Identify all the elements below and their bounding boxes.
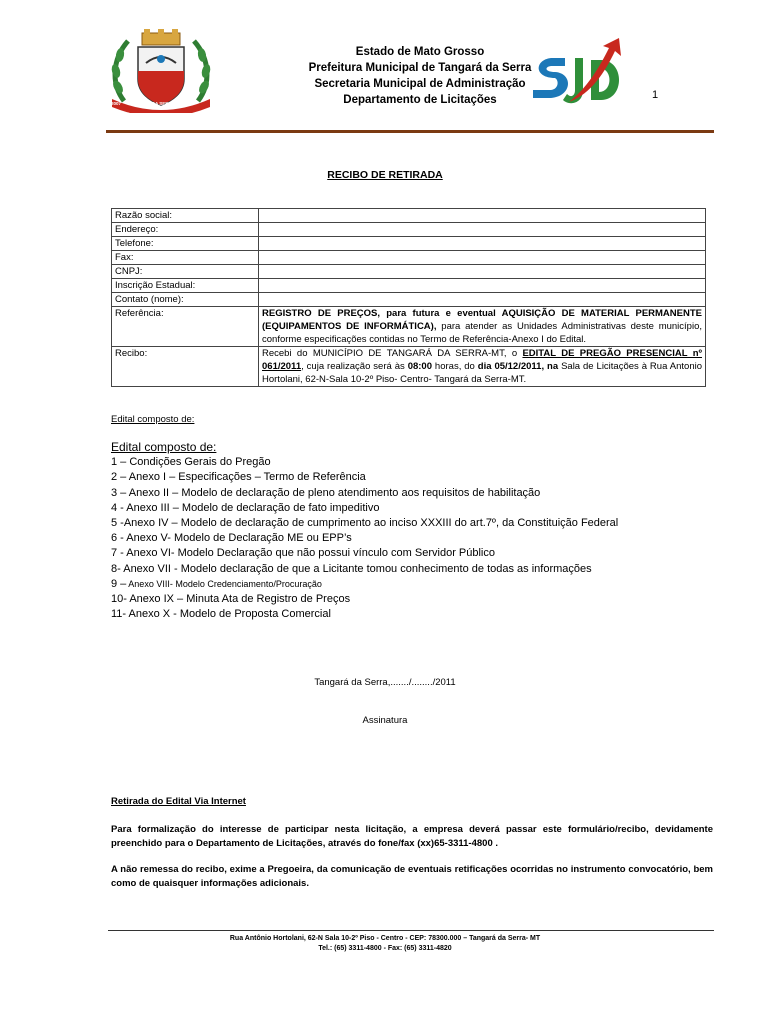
field-telefone[interactable] — [259, 237, 706, 251]
list-item: 2 – Anexo I – Especificações – Termo de Referência — [111, 471, 366, 484]
table-row — [112, 307, 706, 347]
recibo-part: horas, do — [432, 361, 478, 372]
recibo-edital: EDITAL DE PREGÃO PRESENCIAL nº 061/2011 — [262, 348, 702, 372]
field-contato[interactable] — [259, 293, 706, 307]
list-item: 3 – Anexo II – Modelo de declaração de pleno atendimento aos requisitos de habilitação — [111, 486, 541, 499]
edital-small-heading: Edital composto de: — [111, 414, 195, 425]
footer-divider — [108, 930, 714, 931]
field-inscricao-estadual[interactable] — [259, 279, 706, 293]
footer — [0, 934, 770, 954]
crest-ribbon-left: 2007 — [111, 101, 122, 106]
list-item: 4 - Anexo III – Modelo de declaração de fato impeditivo — [111, 501, 380, 514]
label-inscricao-estadual: Inscrição Estadual: — [112, 279, 259, 293]
field-razao-social[interactable] — [259, 209, 706, 223]
list-item: 5 -Anexo IV – Modelo de declaração de cumprimento ao inciso XXXIII do art.7º, da Constituição Federal — [111, 517, 619, 530]
list-item — [111, 577, 618, 592]
header-block — [270, 44, 570, 108]
field-fax[interactable] — [259, 251, 706, 265]
field-endereco[interactable] — [259, 223, 706, 237]
list-item: 11- Anexo X - Modelo de Proposta Comercial — [111, 608, 331, 621]
referencia-bold: REGISTRO DE PREÇOS, para futura e eventual AQUISIÇÃO DE MATERIAL PERMANENTE (EQUIPAMENTOS DE INFORMÁTICA), — [262, 308, 702, 332]
label-razao-social: Razão social: — [112, 209, 259, 223]
table-row — [112, 293, 706, 307]
label-fax: Fax: — [112, 251, 259, 265]
recibo-text — [259, 347, 706, 387]
recibo-part: Recebi do MUNICÍPIO DE TANGARÁ DA SERRA-MT, o — [262, 348, 523, 359]
list-item-text: Anexo VIII- Modelo Credenciamento/Procuração — [126, 578, 322, 589]
list-item: 1 – Condições Gerais do Pregão — [111, 456, 271, 469]
sjd-logo-icon — [529, 38, 627, 114]
retirada-form-table — [111, 208, 706, 387]
list-item: 10- Anexo IX – Minuta Ata de Registro de Preços — [111, 593, 351, 606]
referencia-text — [259, 307, 706, 347]
table-row — [112, 347, 706, 387]
list-item-number: 9 – — [111, 577, 127, 590]
recibo-hora: 08:00 — [407, 361, 432, 372]
crest-ribbon — [111, 101, 211, 106]
internet-paragraph-1: Para formalização do interesse de participar nesta licitação, a empresa deverá passar este formulário/recibo, devidamente preenchido para o Departamento de Licitações, através do fone/fax (xx)65-3311-4800 . — [111, 824, 713, 849]
footer-phone: Tel.: (65) 3311-4800 - Fax: (65) 3311-4820 — [318, 945, 452, 952]
label-referencia: Referência: — [112, 307, 259, 347]
referencia-rest: para atender as Unidades Administrativas deste município, conforme especificações contidas no Termo de Referência-Anexo I do Edital. — [262, 321, 702, 345]
table-row — [112, 209, 706, 223]
label-telefone: Telefone: — [112, 237, 259, 251]
table-row — [112, 223, 706, 237]
place-date-line: Tangará da Serra,......./......../2011 — [314, 677, 456, 688]
internet-section-title: Retirada do Edital Via Internet — [111, 796, 246, 807]
recibo-data: dia 05/12/2011, na — [477, 361, 559, 372]
recibo-part: Sala de Licitações à Rua Antonio Hortolani, 62-N-Sala 10-2º Piso- Centro- Tangará da Serra-MT. — [262, 361, 702, 385]
label-recibo: Recibo: — [112, 347, 259, 387]
label-endereco: Endereço: — [112, 223, 259, 237]
header-state: Estado de Mato Grosso — [355, 46, 485, 58]
list-item: 7 - Anexo VI- Modelo Declaração que não possui vínculo com Servidor Público — [111, 547, 495, 560]
crest-ribbon-right: 1976 — [182, 101, 193, 106]
edital-list — [111, 440, 618, 622]
header-divider — [106, 130, 714, 133]
signature-label: Assinatura — [362, 715, 408, 726]
document-title: RECIBO DE RETIRADA — [327, 169, 443, 181]
label-cnpj: CNPJ: — [112, 265, 259, 279]
header-secretariat: Secretaria Municipal de Administração — [314, 78, 526, 90]
edital-list-heading: Edital composto de: — [111, 440, 217, 454]
field-cnpj[interactable] — [259, 265, 706, 279]
list-item: 6 - Anexo V- Modelo de Declaração ME ou EPP’s — [111, 532, 352, 545]
label-contato: Contato (nome): — [112, 293, 259, 307]
header-prefecture: Prefeitura Municipal de Tangará da Serra — [308, 62, 532, 74]
footer-address: Rua Antônio Hortolani, 62-N Sala 10-2º Piso - Centro - CEP: 78300.000 – Tangará da Serra- MT — [229, 935, 541, 942]
crest-ribbon-center: TANGARÁ DA SERRA — [128, 101, 176, 106]
table-row — [112, 251, 706, 265]
table-row — [112, 279, 706, 293]
list-item: 8- Anexo VII - Modelo declaração de que a Licitante tomou conhecimento de todas as informações — [111, 562, 592, 575]
recibo-part: , cuja realização será às — [301, 361, 408, 372]
page-number: 1 — [652, 89, 659, 101]
table-row — [112, 237, 706, 251]
table-row — [112, 265, 706, 279]
internet-paragraph-2: A não remessa do recibo, exime a Pregoeira, da comunicação de eventuais retificações ocorridas no instrumento convocatório, bem como de quaisquer informações adicionais. — [111, 864, 713, 889]
header-department: Departamento de Licitações — [343, 94, 497, 106]
